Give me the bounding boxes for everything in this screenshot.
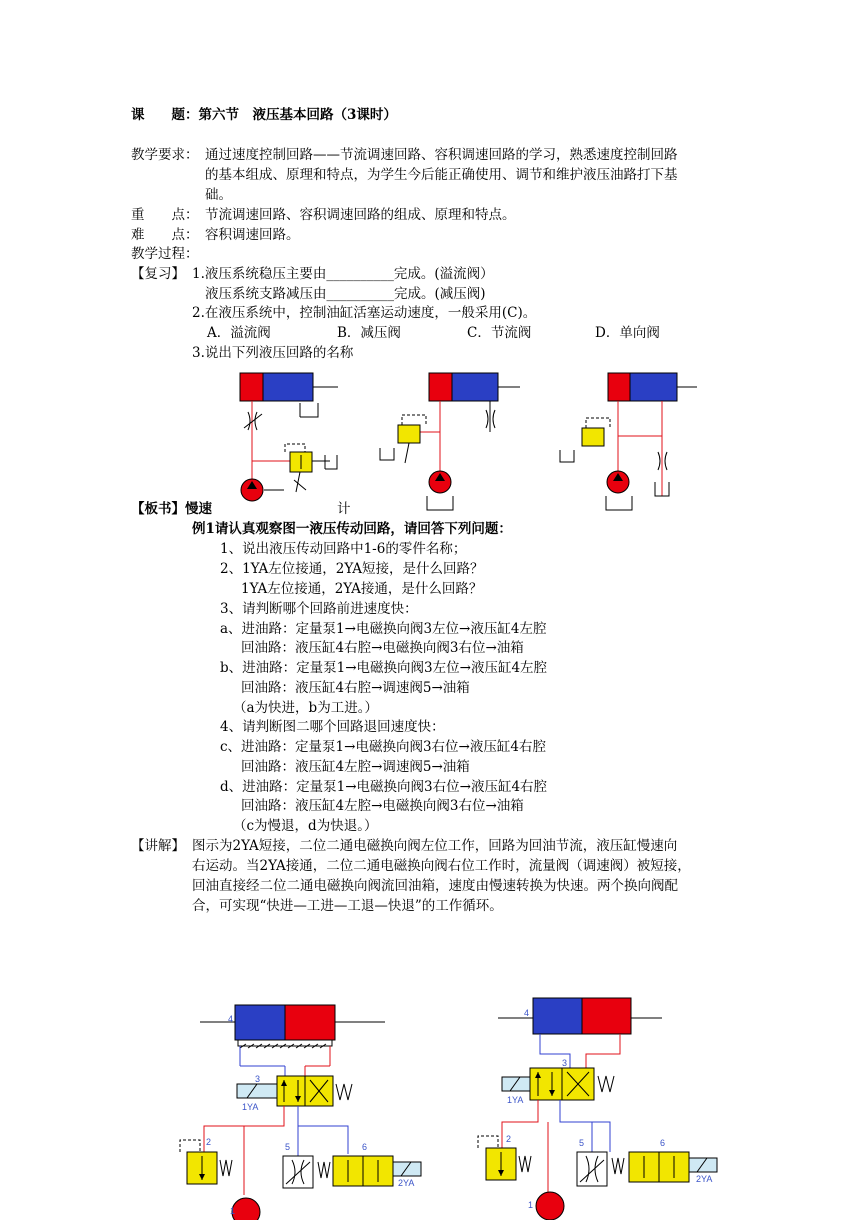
review-q1a: 1.液压系统稳压主要由__________完成。(溢流阀） bbox=[192, 266, 494, 282]
explain-line-4: 合，可实现“快进—工进—工退—快退”的工作循环。 bbox=[192, 898, 503, 914]
example-line-11: c、进油路：定量泵1→电磁换向阀3右位→液压缸4右腔 bbox=[220, 739, 546, 755]
example-intro-text: 例1请认真观察图一液压传动回路，请回答下列问题： bbox=[192, 521, 512, 537]
key-points-text: 节流调速回路、容积调速回路的组成、原理和特点。 bbox=[205, 207, 516, 223]
example-line-8: 回油路：液压缸4右腔→调速阀5→油箱 bbox=[241, 680, 470, 696]
label-2-fig1: 2 bbox=[206, 1137, 212, 1147]
label-1-fig2: 1 bbox=[528, 1200, 534, 1210]
requirements-line-1: 通过速度控制回路——节流调速回路、容积调速回路的学习，熟悉速度控制回路 bbox=[205, 147, 678, 163]
review-label: 【复习】 bbox=[131, 266, 185, 282]
example-circuit-diagrams bbox=[0, 990, 860, 1220]
label-4-fig1: 4 bbox=[228, 1014, 234, 1024]
process-label: 教学过程： bbox=[131, 246, 199, 262]
board-label-text: 【板书】 bbox=[131, 501, 185, 517]
label-2ya-fig1: 2YA bbox=[398, 1178, 415, 1188]
explain-label: 【讲解】 bbox=[131, 838, 185, 854]
circuit-3 bbox=[560, 373, 697, 510]
board-label bbox=[131, 500, 212, 518]
example-line-7: b、进油路：定量泵1→电磁换向阀3左位→液压缸4左腔 bbox=[220, 660, 548, 676]
example-line-15: （c为慢退，d为快退。） bbox=[233, 818, 378, 834]
example-line-6: 回油路：液压缸4右腔→电磁换向阀3右位→油箱 bbox=[241, 640, 524, 656]
option-d: D．单向阀 bbox=[595, 325, 660, 341]
option-b: B．减压阀 bbox=[337, 325, 401, 341]
circuit-1 bbox=[240, 373, 338, 501]
label-4-fig2: 4 bbox=[524, 1008, 530, 1018]
example-line-2: 2、1YA左位接通，2YA短接，是什么回路？ bbox=[220, 561, 484, 577]
label-3-fig2: 3 bbox=[562, 1058, 568, 1068]
example-line-4: 3、请判断哪个回路前进速度快： bbox=[220, 601, 418, 617]
example-line-10: 4、请判断图二哪个回路退回速度快： bbox=[220, 719, 445, 735]
circuit-2 bbox=[380, 373, 520, 510]
requirements-label: 教学要求： bbox=[131, 147, 199, 163]
review-circuit-diagrams bbox=[0, 365, 860, 515]
example-line-9: （a为快进，b为工进。） bbox=[233, 700, 378, 716]
example-line-14: 回油路：液压缸4左腔→电磁换向阀3右位→油箱 bbox=[241, 798, 524, 814]
explain-line-1: 图示为2YA短接，二位二通电磁换向阀左位工作，回路为回油节流，液压缸慢速向 bbox=[192, 838, 678, 854]
difficult-label: 难 点： bbox=[131, 227, 199, 243]
label-5-fig1: 5 bbox=[285, 1142, 291, 1152]
board-title-tail: 计 bbox=[337, 501, 351, 517]
example-line-13: d、进油路：定量泵1→电磁换向阀3右位→液压缸4右腔 bbox=[220, 779, 548, 795]
review-q1b: 液压系统支路减压由__________完成。(减压阀) bbox=[205, 286, 486, 302]
example-intro bbox=[192, 520, 512, 538]
explain-line-3: 回油直接经二位二通电磁换向阀流回油箱，速度由慢速转换为快速。两个换向阀配 bbox=[192, 878, 678, 894]
label-1-fig1: 1 bbox=[230, 1206, 236, 1216]
key-points-label: 重 点： bbox=[131, 207, 199, 223]
figure-1 bbox=[180, 1005, 421, 1220]
board-title: 慢速 bbox=[185, 501, 212, 517]
review-q3: 3.说出下列液压回路的名称 bbox=[192, 345, 354, 361]
option-a: A．溢流阀 bbox=[207, 325, 271, 341]
figure-2 bbox=[478, 998, 717, 1220]
requirements-line-2: 的基本组成、原理和特点，为学生今后能正确使用、调节和维护液压油路打下基 bbox=[205, 167, 678, 183]
review-q2: 2.在液压系统中，控制油缸活塞运动速度，一般采用(C)。 bbox=[192, 305, 537, 321]
label-6-fig2: 6 bbox=[660, 1138, 666, 1148]
label-2-fig2: 2 bbox=[506, 1134, 512, 1144]
example-line-5: a、进油路：定量泵1→电磁换向阀3左位→液压缸4左腔 bbox=[220, 621, 547, 637]
label-2ya-fig2: 2YA bbox=[696, 1174, 713, 1184]
difficult-text: 容积调速回路。 bbox=[205, 227, 300, 243]
page-title: 课 题：第六节 液压基本回路（3课时） bbox=[131, 107, 397, 123]
option-c: C．节流阀 bbox=[467, 325, 532, 341]
explain-line-2: 右运动。当2YA接通，二位二通电磁换向阀右位工作时，流量阀（调速阀）被短接， bbox=[192, 858, 691, 874]
label-1ya-fig2: 1YA bbox=[507, 1095, 524, 1105]
example-line-3: 1YA左位接通，2YA接通，是什么回路？ bbox=[241, 581, 483, 597]
example-line-1: 1、说出液压传动回路中1-6的零件名称； bbox=[220, 541, 467, 557]
requirements-line-3: 础。 bbox=[205, 187, 232, 203]
example-line-12: 回油路：液压缸4左腔→调速阀5→油箱 bbox=[241, 759, 470, 775]
label-1ya-fig1: 1YA bbox=[242, 1102, 259, 1112]
label-3-fig1: 3 bbox=[255, 1074, 261, 1084]
label-6-fig1: 6 bbox=[362, 1142, 368, 1152]
label-5-fig2: 5 bbox=[579, 1138, 585, 1148]
